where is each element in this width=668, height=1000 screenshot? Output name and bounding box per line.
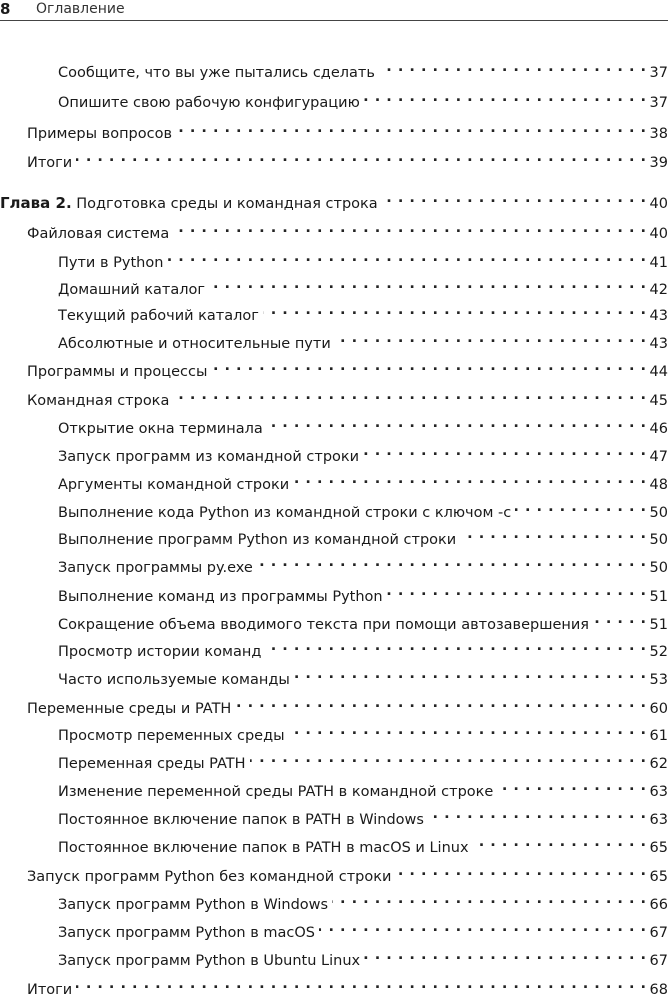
- toc-entry-title: [58, 923, 319, 943]
- toc-page-number: 52: [649, 644, 668, 660]
- toc-page-number: 45: [649, 393, 668, 409]
- page-number: 8: [0, 0, 11, 18]
- toc-page-number: 51: [649, 617, 668, 633]
- toc-entry-text: Запуск программ Python в Windows: [58, 897, 329, 913]
- toc-entry-title: [58, 558, 257, 578]
- toc-entry: [58, 636, 668, 660]
- dot-leader: [379, 57, 647, 77]
- dot-leader: [332, 889, 646, 909]
- toc-entry: [27, 974, 668, 998]
- dot-leader: [250, 748, 647, 768]
- toc-entry-text: Примеры вопросов: [27, 126, 173, 142]
- toc-page-number: 43: [649, 308, 668, 324]
- toc-entry: [58, 247, 668, 271]
- dot-leader: [235, 693, 646, 713]
- toc-page-number: 65: [649, 869, 668, 885]
- dot-leader: [335, 328, 647, 348]
- toc-entry: [58, 720, 668, 744]
- toc-entry-text: Запуск программ Python без командной строки: [27, 869, 392, 885]
- toc-entry-title: [58, 951, 364, 971]
- toc-entry-title: [58, 726, 289, 746]
- toc-entry-title: [27, 699, 235, 719]
- dot-leader: [364, 87, 647, 107]
- toc-entry: [58, 832, 668, 856]
- toc-entry: [27, 147, 668, 171]
- dot-leader: [497, 776, 646, 796]
- dot-leader: [319, 917, 647, 937]
- toc-entry: [58, 581, 668, 605]
- dot-leader: [173, 218, 646, 238]
- toc-entry-title: [27, 153, 76, 173]
- toc-page-number: 62: [649, 756, 668, 772]
- toc-page-number: 38: [649, 126, 668, 142]
- toc-entry-text: Выполнение команд из программы Python: [58, 589, 383, 605]
- toc-entry: [58, 748, 668, 772]
- toc-entry: [58, 945, 668, 969]
- dot-leader: [293, 469, 646, 489]
- toc-entry: [58, 497, 668, 521]
- toc-entry-text: Сообщите, что вы уже пытались сделать: [58, 65, 375, 81]
- toc-page-number: 41: [649, 255, 668, 271]
- header-rule: [0, 20, 668, 21]
- toc-entry-title: [58, 670, 294, 690]
- toc-entry-text: Запуск программы py.exe: [58, 560, 253, 576]
- toc-page-number: 42: [649, 282, 668, 298]
- toc-entry: [58, 57, 668, 81]
- toc-page-number: 40: [649, 196, 668, 212]
- toc-entry: [27, 693, 668, 717]
- toc-entry: [58, 469, 668, 493]
- toc-entry: [58, 413, 668, 437]
- running-title: Оглавление: [36, 1, 125, 17]
- toc-entry-text: Абсолютные и относительные пути: [58, 336, 331, 352]
- toc-entry-text: Аргументы командной строки: [58, 477, 290, 493]
- dot-leader: [363, 441, 646, 461]
- toc-page-number: 65: [649, 840, 668, 856]
- toc-page-number: 60: [649, 701, 668, 717]
- toc-entry-title: [58, 253, 167, 273]
- dot-leader: [428, 804, 647, 824]
- toc-entry-title: [27, 124, 176, 144]
- dot-leader: [176, 118, 647, 138]
- toc-entry-text: Часто используемые команды: [58, 672, 290, 688]
- toc-entry-text: Программы и процессы: [27, 364, 208, 380]
- toc-chapter-entry: [0, 188, 668, 212]
- dot-leader: [76, 147, 646, 167]
- toc-entry-title: [58, 754, 250, 774]
- toc-entry: [27, 118, 668, 142]
- toc-entry: [58, 664, 668, 688]
- toc-entry-text: Командная строка: [27, 393, 170, 409]
- toc-entry: [58, 300, 668, 324]
- toc-entry-text: Запуск программ Python в macOS: [58, 925, 315, 941]
- toc-entry-text: Выполнение кода Python из командной строки с ключом -c: [58, 505, 512, 521]
- dot-leader: [460, 524, 646, 544]
- toc-entry: [27, 861, 668, 885]
- toc-page-number: 68: [649, 982, 668, 998]
- toc-entry-text: Домашний каталог: [58, 282, 205, 298]
- chapter-label: Глава 2.: [0, 194, 72, 212]
- toc-entry-title: [58, 93, 364, 113]
- toc-page-number: 48: [649, 477, 668, 493]
- dot-leader: [289, 720, 647, 740]
- dot-leader: [263, 300, 647, 320]
- toc-entry-title: [58, 530, 460, 550]
- toc-entry: [27, 218, 668, 242]
- toc-entry-title: [58, 642, 265, 662]
- dot-leader: [211, 356, 646, 376]
- toc-page-number: 40: [649, 226, 668, 242]
- dot-leader: [294, 664, 647, 684]
- toc-entry: [27, 356, 668, 380]
- toc-entry: [58, 552, 668, 576]
- toc-page-number: 63: [649, 784, 668, 800]
- toc-page-number: 66: [649, 897, 668, 913]
- toc-entry-title: [58, 838, 473, 858]
- toc-entry-text: Текущий рабочий каталог: [58, 308, 259, 324]
- dot-leader: [387, 581, 647, 601]
- toc-entry-title: [0, 193, 382, 214]
- toc-entry-text: Запуск программ из командной строки: [58, 449, 360, 465]
- toc-entry-text: Опишите свою рабочую конфигурацию: [58, 95, 360, 111]
- toc-entry: [27, 385, 668, 409]
- toc-page-number: 67: [649, 953, 668, 969]
- toc-entry: [58, 274, 668, 298]
- dot-leader: [395, 861, 646, 881]
- toc-entry-text: Итоги: [27, 982, 73, 998]
- toc-entry: [58, 441, 668, 465]
- dot-leader: [364, 945, 646, 965]
- toc-entry-text: Переменные среды и PATH: [27, 701, 232, 717]
- toc-entry-title: [58, 587, 387, 607]
- dot-leader: [382, 188, 647, 208]
- toc-page-number: 50: [649, 560, 668, 576]
- toc-entry-text: Выполнение программ Python из командной строки: [58, 532, 457, 548]
- toc-page-number: 67: [649, 925, 668, 941]
- toc-entry-text: Постоянное включение папок в PATH в Windows: [58, 812, 424, 828]
- toc-entry-text: Пути в Python: [58, 255, 164, 271]
- toc-entry-text: Переменная среды PATH: [58, 756, 246, 772]
- toc-page-number: 47: [649, 449, 668, 465]
- toc-entry: [58, 87, 668, 111]
- toc-entry-title: [58, 63, 379, 83]
- toc-entry-text: Сокращение объема вводимого текста при помощи автозавершения: [58, 617, 590, 633]
- toc-entry-title: [58, 447, 363, 467]
- toc-page-number: 39: [649, 155, 668, 171]
- toc-entry-title: [27, 980, 76, 1000]
- dot-leader: [473, 832, 647, 852]
- toc-entry-text: Изменение переменной среды PATH в командной строке: [58, 784, 494, 800]
- dot-leader: [267, 413, 647, 433]
- toc-page-number: 53: [649, 672, 668, 688]
- toc-page-number: 46: [649, 421, 668, 437]
- dot-leader: [515, 497, 646, 517]
- toc-entry-title: [58, 280, 209, 300]
- toc-entry: [58, 609, 668, 633]
- dot-leader: [76, 974, 646, 994]
- dot-leader: [265, 636, 646, 656]
- toc-page-number: 51: [649, 589, 668, 605]
- toc-entry-title: [58, 615, 593, 635]
- toc-entry-text: Открытие окна терминала: [58, 421, 263, 437]
- toc-entry-text: Просмотр истории команд: [58, 644, 262, 660]
- toc-entry-text: Подготовка среды и командная строка: [76, 196, 378, 212]
- toc-page-number: 61: [649, 728, 668, 744]
- toc-entry-title: [58, 895, 332, 915]
- toc-entry-text: Постоянное включение папок в PATH в macOS и Linux: [58, 840, 469, 856]
- toc-entry-text: Просмотр переменных среды: [58, 728, 285, 744]
- toc-entry-title: [27, 867, 395, 887]
- dot-leader: [173, 385, 646, 405]
- toc-entry-title: [58, 334, 335, 354]
- toc-entry-title: [27, 362, 211, 382]
- toc-entry-text: Файловая система: [27, 226, 170, 242]
- toc-page-number: 50: [649, 532, 668, 548]
- toc-page-number: 37: [649, 95, 668, 111]
- dot-leader: [209, 274, 647, 294]
- dot-leader: [593, 609, 647, 629]
- toc-entry-title: [58, 419, 267, 439]
- dot-leader: [257, 552, 647, 572]
- toc-page-number: 44: [649, 364, 668, 380]
- toc-page-number: 50: [649, 505, 668, 521]
- toc-entry-title: [58, 782, 497, 802]
- toc-entry-title: [58, 810, 428, 830]
- toc-entry: [58, 804, 668, 828]
- toc-entry-title: [58, 306, 263, 326]
- page-header: [0, 0, 668, 22]
- toc-page-number: 63: [649, 812, 668, 828]
- toc-entry: [58, 328, 668, 352]
- toc-entry-title: [27, 224, 173, 244]
- toc-page-number: 43: [649, 336, 668, 352]
- toc-entry-title: [27, 391, 173, 411]
- toc-entry: [58, 524, 668, 548]
- toc-entry: [58, 889, 668, 913]
- toc-entry-text: Запуск программ Python в Ubuntu Linux: [58, 953, 361, 969]
- toc-entry: [58, 776, 668, 800]
- toc-entry-text: Итоги: [27, 155, 73, 171]
- toc-entry-title: [58, 475, 293, 495]
- dot-leader: [167, 247, 646, 267]
- toc-entry-title: [58, 503, 515, 523]
- toc-entry: [58, 917, 668, 941]
- toc-page-number: 37: [649, 65, 668, 81]
